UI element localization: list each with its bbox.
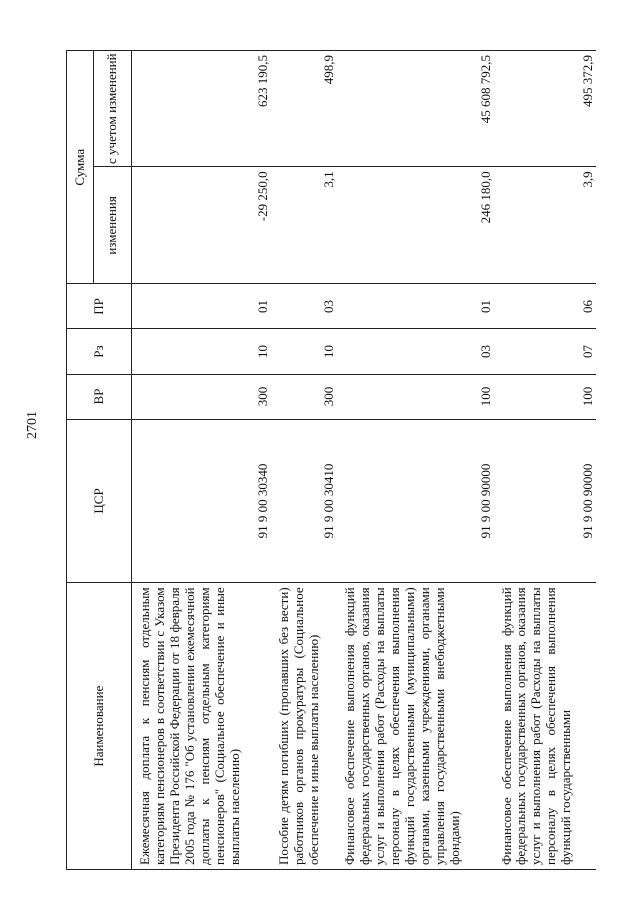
row-csr: 91 9 00 90000 (337, 419, 494, 583)
header-sum: Сумма (67, 51, 94, 284)
header-name: Наименование (67, 583, 132, 870)
row-vr: 300 (132, 374, 271, 419)
row-total: 498,9 (271, 51, 337, 167)
row-change: -29 250,0 (132, 167, 271, 284)
row-name: Пособие детям погибших (пропавших без вести) работников органов прокуратуры (Социальное обеспечение и иные выплаты населению) (271, 583, 337, 870)
row-csr: 91 9 00 30340 (132, 419, 271, 583)
header-pr: ПР (67, 284, 132, 329)
row-vr: 100 (337, 374, 494, 419)
row-pr: 01 (132, 284, 271, 329)
row-change: 3,9 (494, 167, 596, 284)
row-rz: 03 (337, 329, 494, 374)
row-rz: 10 (271, 329, 337, 374)
row-total: 45 608 792,5 (337, 51, 494, 167)
row-total: 623 190,5 (132, 51, 271, 167)
table-row (494, 51, 596, 870)
table-row (271, 51, 337, 870)
header-changes: изменения (94, 167, 132, 284)
row-vr: 300 (271, 374, 337, 419)
row-name: Ежемесячная доплата к пенсиям отдельным категориям пенсионеров в соответствии с Указом Президента Российской Федерации от 18 февраля 2005 года № 176 "Об установлении ежемесячной доплаты к пенсиям отдельным категориям пенсионеров" (Социальное обеспечение и иные выплаты населению) (132, 583, 271, 870)
header-with-changes: с учетом изменений (94, 51, 132, 167)
header-vr: ВР (67, 374, 132, 419)
header-rz: Рз (67, 329, 132, 374)
row-pr: 03 (271, 284, 337, 329)
row-change: 3,1 (271, 167, 337, 284)
row-total: 495 372,9 (494, 51, 596, 167)
row-rz: 10 (132, 329, 271, 374)
row-csr: 91 9 00 90000 (494, 419, 596, 583)
rotated-table-wrapper (66, 50, 596, 870)
row-pr: 06 (494, 284, 596, 329)
row-rz: 07 (494, 329, 596, 374)
page-number: 2701 (25, 411, 40, 439)
budget-table (66, 50, 596, 870)
header-csr: ЦСР (67, 419, 132, 583)
row-change: 246 180,0 (337, 167, 494, 284)
row-pr: 01 (337, 284, 494, 329)
row-vr: 100 (494, 374, 596, 419)
row-name: Финансовое обеспечение выполнения функций федеральных государственных органов, оказания услуг и выполнения работ (Расходы на выплаты персоналу в целях обеспечения выполнения функций государственными (494, 583, 596, 870)
row-name: Финансовое обеспечение выполнения функций федеральных государственных органов, оказания услуг и выполнения работ (Расходы на выплаты персоналу в целях обеспечения выполнения функций государственными (муниципальными) органами, казенными учреждениями, органами управления государственными внебюджетными фондами) (337, 583, 494, 870)
table-row (132, 51, 271, 870)
table-row (337, 51, 494, 870)
row-csr: 91 9 00 30410 (271, 419, 337, 583)
